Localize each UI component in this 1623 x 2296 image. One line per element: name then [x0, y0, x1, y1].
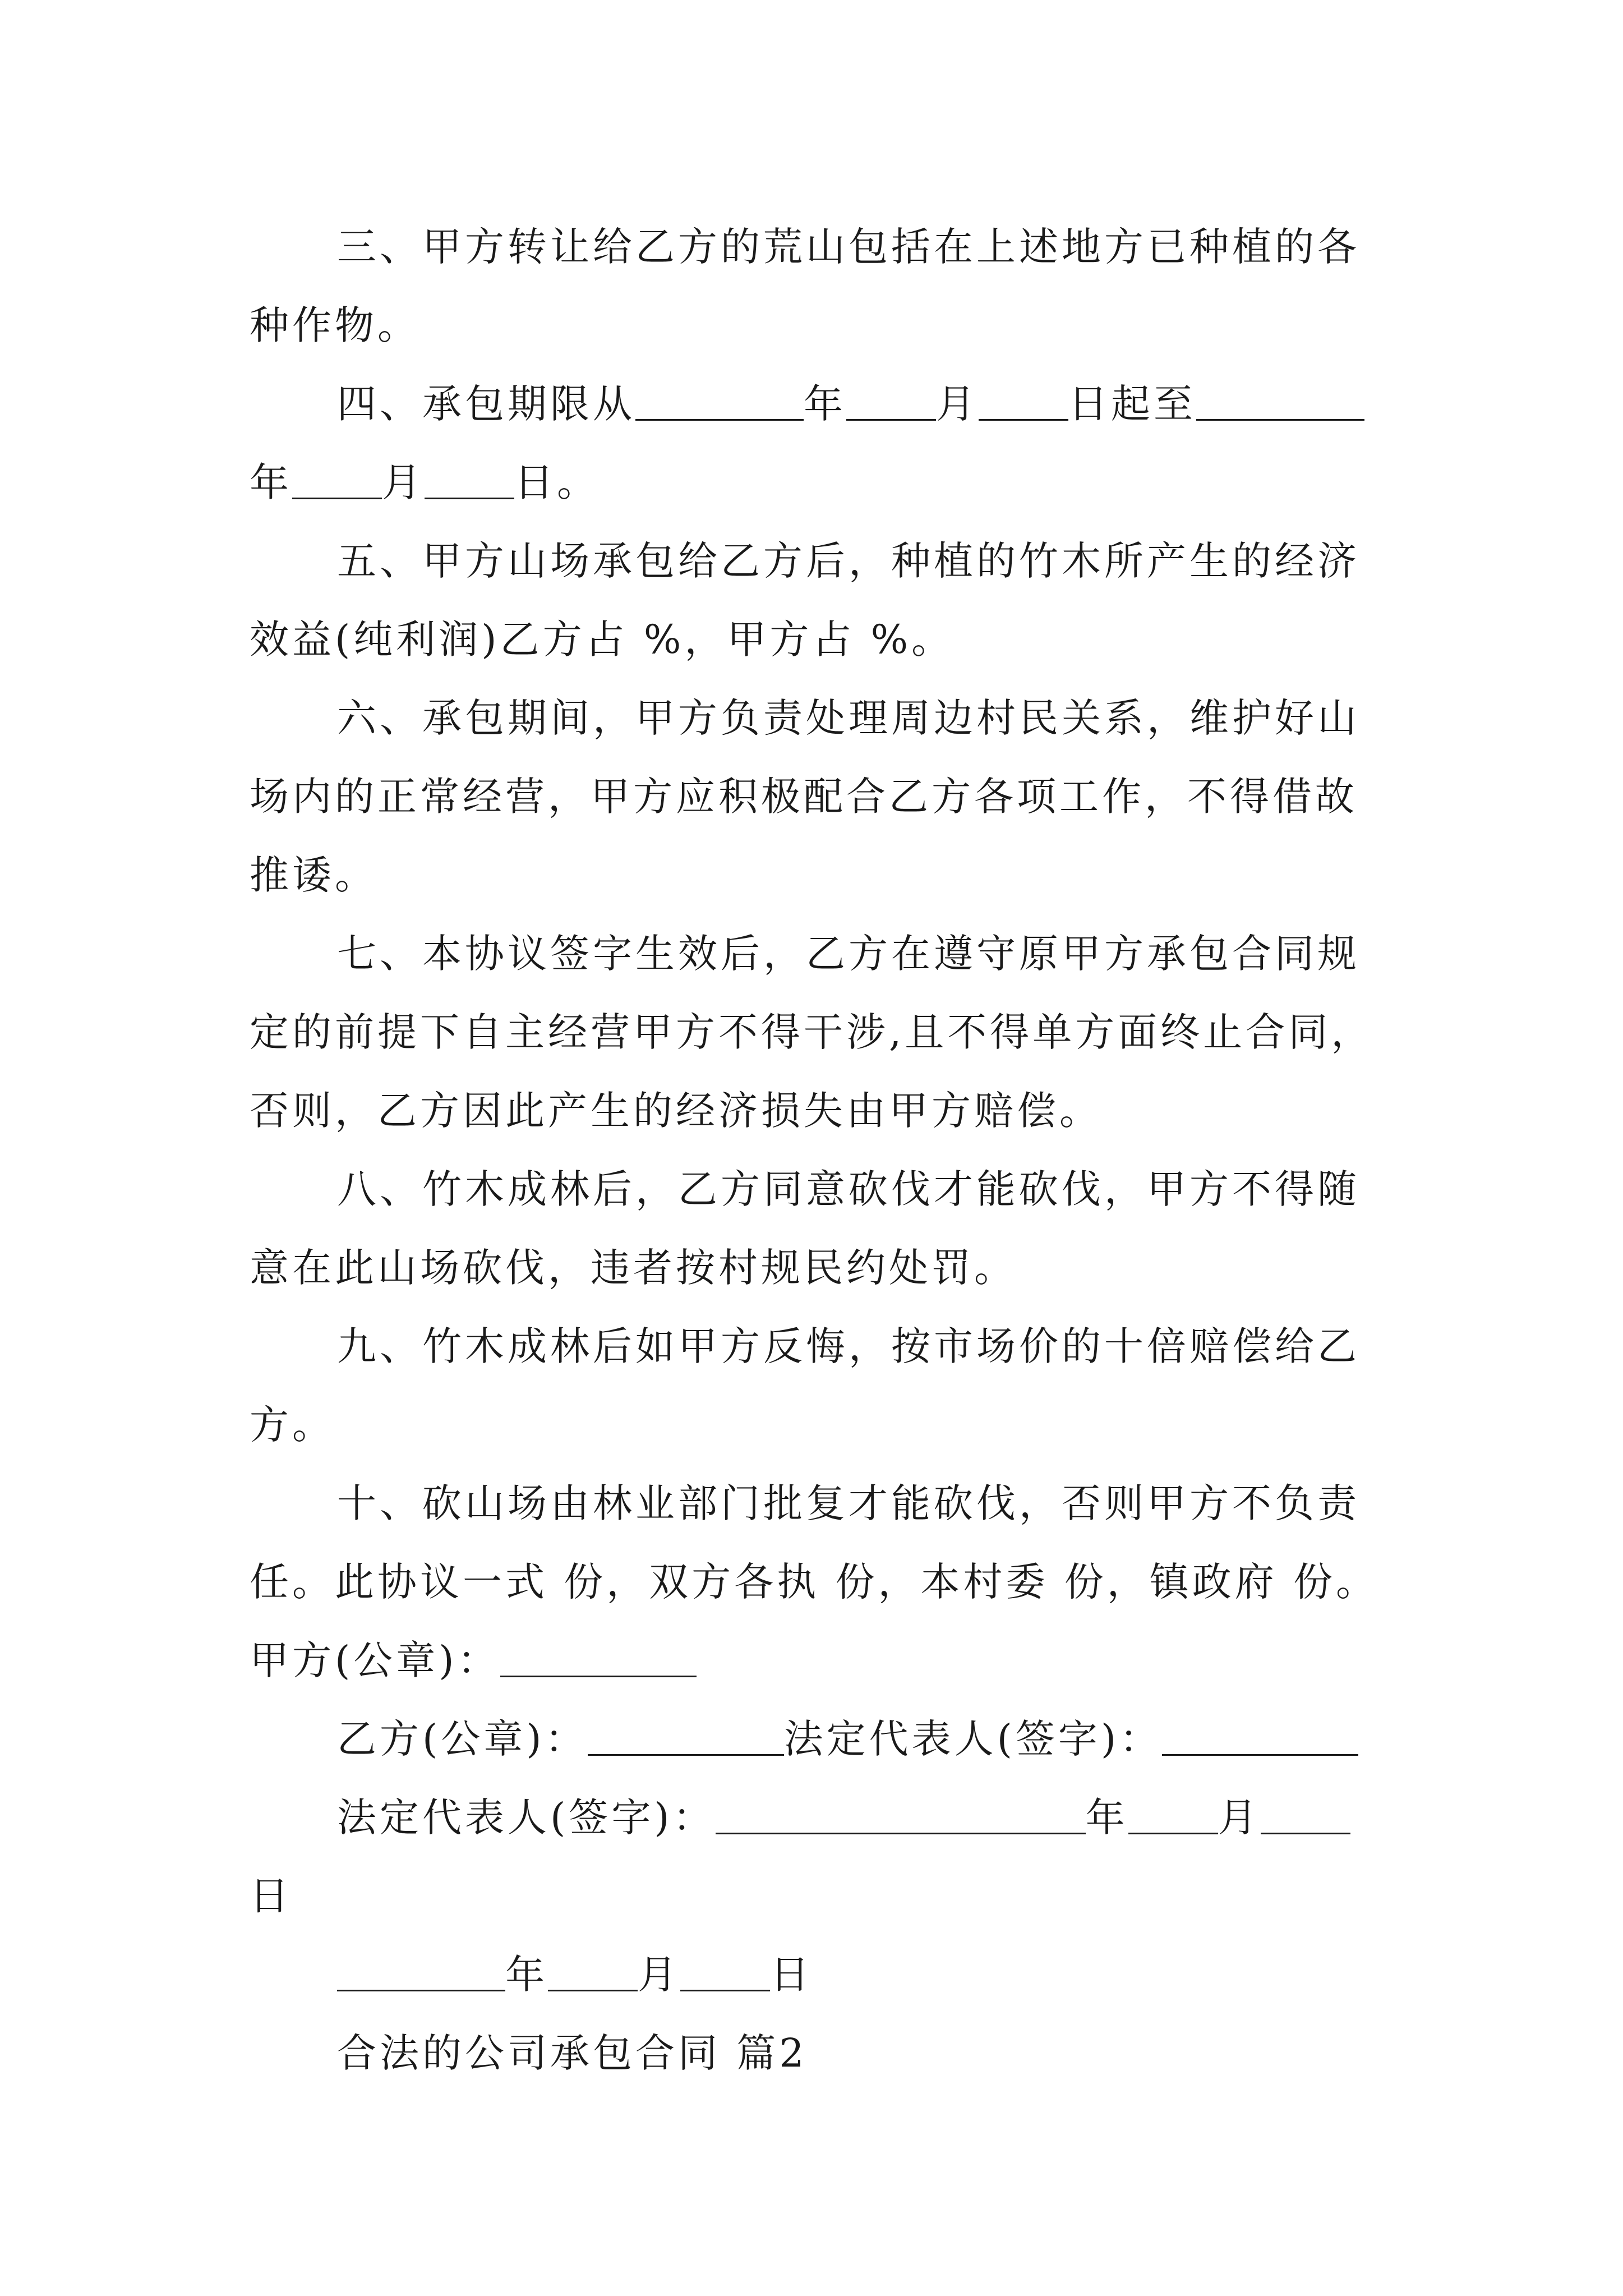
clause-4-text-g: 日。 — [514, 459, 600, 505]
end-year-blank — [1196, 384, 1364, 421]
clause-4-text-a: 四、承包期限从 — [337, 381, 635, 427]
start-day-blank — [979, 384, 1068, 421]
clause-6-line-3: 推诿。 — [250, 852, 377, 898]
final-day-label: 日 — [770, 1952, 813, 1998]
clause-9-line-2: 方。 — [250, 1402, 335, 1448]
end-month-blank — [292, 463, 382, 499]
clause-4-text-c: 月 — [936, 381, 979, 427]
clause-5-line-2: 效益(纯利润)乙方占 %，甲方占 %。 — [250, 616, 955, 662]
clause-7-line-3: 否则，乙方因此产生的经济损失由甲方赔偿。 — [250, 1088, 1102, 1134]
end-day-blank — [425, 463, 514, 499]
party-a-label: 甲方(公章)： — [250, 1637, 500, 1683]
document-body — [250, 208, 1388, 2092]
clause-8-line-2: 意在此山场砍伐，违者按村规民约处罚。 — [250, 1245, 1017, 1291]
start-year-blank — [635, 384, 804, 421]
clause-10-line-1: 十、砍山场由林业部门批复才能砍伐，否则甲方不负责 — [337, 1480, 1360, 1526]
clause-6-line-2: 场内的正常经营，甲方应积极配合乙方各项工作，不得借故 — [250, 774, 1358, 820]
date-month-blank — [1128, 1798, 1218, 1834]
party-b-seal-blank — [588, 1719, 784, 1756]
final-year-blank — [337, 1955, 505, 1991]
clause-6-line-1: 六、承包期间，甲方负责处理周边村民关系，维护好山 — [337, 695, 1360, 741]
clause-3-line-1: 三、甲方转让给乙方的荒山包括在上述地方已种植的各 — [337, 224, 1360, 270]
party-a-signature-line — [250, 1621, 1388, 1700]
next-section-title: 合法的公司承包合同 篇2 — [337, 2030, 808, 2076]
start-month-blank — [846, 384, 936, 421]
final-month-blank — [548, 1955, 638, 1991]
date-day-line: 日 — [250, 1873, 292, 1919]
clause-4-text-e: 年 — [250, 459, 292, 505]
clause-8-line-1: 八、竹木成林后，乙方同意砍伐才能砍伐，甲方不得随 — [337, 1166, 1360, 1212]
party-b-signature-line — [250, 1700, 1388, 1778]
party-a-seal-blank — [500, 1641, 697, 1677]
legal-rep-a-sign-blank — [1162, 1719, 1358, 1756]
final-month-label: 月 — [638, 1952, 680, 1998]
legal-rep-b-sign-blank — [716, 1798, 1086, 1834]
party-b-label: 乙方(公章)： — [337, 1716, 588, 1762]
final-date-line — [250, 1935, 1388, 2014]
final-day-blank — [680, 1955, 770, 1991]
clause-9-line-1: 九、竹木成林后如甲方反悔，按市场价的十倍赔偿给乙 — [337, 1323, 1360, 1369]
legal-rep-label-a: 法定代表人(签字)： — [783, 1716, 1163, 1762]
clause-5-line-1: 五、甲方山场承包给乙方后，种植的竹木所产生的经济 — [337, 538, 1360, 584]
clause-4-text-f: 月 — [382, 459, 425, 505]
final-year-label: 年 — [505, 1952, 548, 1998]
legal-rep-label-b: 法定代表人(签字)： — [337, 1795, 716, 1841]
date-day-blank — [1261, 1798, 1350, 1834]
clause-7-line-1: 七、本协议签字生效后，乙方在遵守原甲方承包合同规 — [337, 931, 1360, 977]
clause-7-line-2: 定的前提下自主经营甲方不得干涉,且不得单方面终止合同， — [250, 1009, 1374, 1055]
clause-10-line-2: 任。此协议一式 份，双方各执 份，本村委 份，镇政府 份。 — [250, 1559, 1379, 1605]
clause-4-line-2 — [250, 443, 1388, 522]
date-year-label: 年 — [1085, 1795, 1128, 1841]
clause-4-line-1 — [250, 365, 1388, 443]
clause-3-line-2: 种作物。 — [250, 302, 420, 348]
clause-4-text-b: 年 — [804, 381, 846, 427]
legal-rep-date-line — [250, 1778, 1388, 1857]
date-month-label: 月 — [1218, 1795, 1261, 1841]
clause-4-text-d: 日起至 — [1068, 381, 1196, 427]
